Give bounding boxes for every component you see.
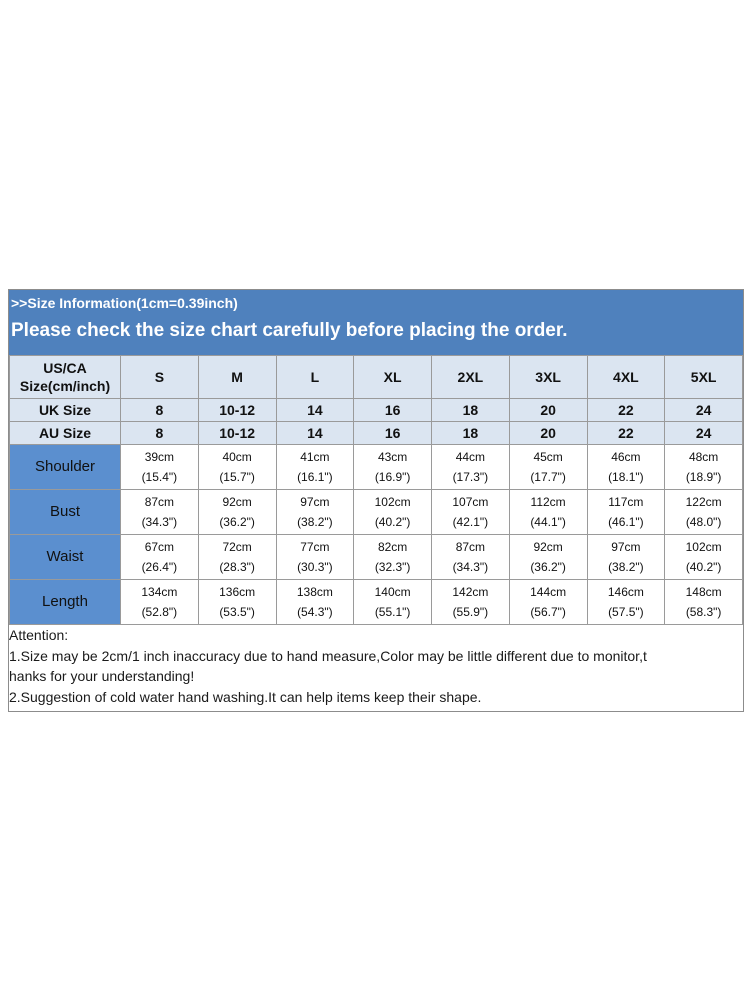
measurement-cell bbox=[121, 445, 199, 490]
measurement-cm: 97cm bbox=[611, 540, 641, 554]
measurement-inch: (38.2") bbox=[608, 560, 644, 574]
attention-notes bbox=[9, 625, 743, 711]
measurement-cell bbox=[198, 445, 276, 490]
size-value-cell: 24 bbox=[665, 422, 743, 445]
measurement-inch: (16.9") bbox=[374, 470, 411, 484]
measurement-cm: 82cm bbox=[377, 540, 408, 554]
size-table bbox=[9, 355, 743, 625]
measurement-label: Bust bbox=[10, 490, 121, 535]
measurement-cm: 102cm bbox=[374, 495, 411, 509]
measurement-inch: (15.4") bbox=[141, 470, 178, 484]
measurement-cell bbox=[121, 490, 199, 535]
measurement-cm: 45cm bbox=[533, 450, 563, 464]
measurement-inch: (17.3") bbox=[452, 470, 489, 484]
measurement-cell bbox=[587, 445, 665, 490]
size-value-cell: XL bbox=[354, 356, 432, 399]
measurement-inch: (15.7") bbox=[219, 470, 255, 484]
size-value-cell: 5XL bbox=[665, 356, 743, 399]
measurement-inch: (53.5") bbox=[219, 605, 255, 619]
size-value-cell: 8 bbox=[121, 422, 199, 445]
size-value-cell: 24 bbox=[665, 399, 743, 422]
measurement-cm: 117cm bbox=[608, 495, 644, 509]
measurement-label: Waist bbox=[10, 535, 121, 580]
size-header-row bbox=[10, 399, 743, 422]
measurement-inch: (26.4") bbox=[141, 560, 178, 574]
measurement-inch: (34.3") bbox=[141, 515, 178, 529]
measurement-row bbox=[10, 490, 743, 535]
measurement-cm: 136cm bbox=[219, 585, 256, 599]
measurement-cell bbox=[276, 580, 354, 625]
measurement-cell bbox=[276, 535, 354, 580]
size-header-row bbox=[10, 356, 743, 399]
measurement-cell bbox=[354, 535, 432, 580]
measurement-cm: 146cm bbox=[607, 585, 644, 599]
measurement-cm: 67cm bbox=[144, 540, 175, 554]
size-info-title: >>Size Information(1cm=0.39inch) bbox=[11, 295, 238, 311]
size-value-cell: 22 bbox=[587, 399, 665, 422]
size-value-cell: 10-12 bbox=[198, 422, 276, 445]
size-value-cell: 16 bbox=[354, 422, 432, 445]
measurement-cm: 77cm bbox=[300, 540, 330, 554]
measurement-cell bbox=[121, 535, 199, 580]
measurement-cm: 87cm bbox=[144, 495, 175, 509]
measurement-cm: 44cm bbox=[455, 450, 486, 464]
measurement-cm: 72cm bbox=[222, 540, 252, 554]
measurement-cm: 39cm bbox=[144, 450, 175, 464]
note-line-1b: hanks for your understanding! bbox=[9, 668, 195, 684]
measurement-cell bbox=[587, 490, 665, 535]
measurement-cm: 148cm bbox=[685, 585, 722, 599]
measurement-cm: 87cm bbox=[455, 540, 486, 554]
measurement-cm: 97cm bbox=[300, 495, 330, 509]
measurement-cell bbox=[354, 490, 432, 535]
measurement-inch: (57.5") bbox=[608, 605, 644, 619]
measurement-cell bbox=[665, 490, 743, 535]
size-info-banner bbox=[9, 290, 743, 355]
size-system-label-line: US/CA bbox=[43, 360, 87, 376]
measurement-cell bbox=[276, 490, 354, 535]
size-system-label: UK Size bbox=[10, 399, 121, 422]
size-header-row bbox=[10, 422, 743, 445]
size-value-cell: 10-12 bbox=[198, 399, 276, 422]
measurement-inch: (54.3") bbox=[297, 605, 333, 619]
measurement-inch: (32.3") bbox=[374, 560, 411, 574]
size-value-cell: 14 bbox=[276, 422, 354, 445]
measurement-inch: (34.3") bbox=[452, 560, 489, 574]
measurement-inch: (55.1") bbox=[374, 605, 411, 619]
measurement-cm: 48cm bbox=[688, 450, 719, 464]
measurement-inch: (18.1") bbox=[608, 470, 644, 484]
measurement-cm: 102cm bbox=[685, 540, 722, 554]
measurement-inch: (36.2") bbox=[530, 560, 566, 574]
measurement-label: Length bbox=[10, 580, 121, 625]
measurement-inch: (17.7") bbox=[530, 470, 566, 484]
measurement-inch: (36.2") bbox=[219, 515, 255, 529]
measurement-cm: 140cm bbox=[374, 585, 411, 599]
measurement-inch: (16.1") bbox=[297, 470, 333, 484]
measurement-cm: 122cm bbox=[685, 495, 722, 509]
measurement-row bbox=[10, 580, 743, 625]
measurement-cell bbox=[198, 490, 276, 535]
measurement-cm: 43cm bbox=[377, 450, 408, 464]
measurement-row bbox=[10, 445, 743, 490]
measurement-cell bbox=[509, 580, 587, 625]
size-system-label bbox=[10, 356, 121, 399]
size-value-cell: S bbox=[121, 356, 199, 399]
measurement-cell bbox=[354, 580, 432, 625]
size-value-cell: M bbox=[198, 356, 276, 399]
measurement-cell bbox=[432, 490, 510, 535]
measurement-cell bbox=[354, 445, 432, 490]
measurement-cell bbox=[509, 490, 587, 535]
measurement-inch: (40.2") bbox=[374, 515, 411, 529]
measurement-inch: (58.3") bbox=[685, 605, 722, 619]
measurement-inch: (56.7") bbox=[530, 605, 566, 619]
size-value-cell: 16 bbox=[354, 399, 432, 422]
measurement-cm: 112cm bbox=[530, 495, 566, 509]
size-chart bbox=[8, 289, 744, 712]
measurement-row bbox=[10, 535, 743, 580]
measurement-cm: 46cm bbox=[611, 450, 641, 464]
measurement-cell bbox=[198, 580, 276, 625]
measurement-label: Shoulder bbox=[10, 445, 121, 490]
size-system-label-line: Size(cm/inch) bbox=[19, 378, 111, 394]
attention-title: Attention: bbox=[9, 627, 69, 643]
measurement-cm: 92cm bbox=[222, 495, 252, 509]
measurement-cell bbox=[509, 535, 587, 580]
size-value-cell: 18 bbox=[432, 422, 510, 445]
measurement-cell bbox=[587, 580, 665, 625]
note-line-2: 2.Suggestion of cold water hand washing.It can help items keep their shape. bbox=[9, 688, 482, 705]
note-line-1a: 1.Size may be 2cm/1 inch inaccuracy due to hand measure,Color may be little different due to monitor,t bbox=[9, 647, 647, 664]
measurement-cm: 92cm bbox=[533, 540, 563, 554]
measurement-cell bbox=[665, 580, 743, 625]
size-system-label: AU Size bbox=[10, 422, 121, 445]
measurement-cell bbox=[665, 535, 743, 580]
measurement-cell bbox=[121, 580, 199, 625]
measurement-cell bbox=[432, 580, 510, 625]
measurement-cm: 138cm bbox=[296, 585, 333, 599]
measurement-cell bbox=[587, 535, 665, 580]
size-value-cell: 2XL bbox=[432, 356, 510, 399]
size-value-cell: 14 bbox=[276, 399, 354, 422]
size-value-cell: 22 bbox=[587, 422, 665, 445]
measurement-cm: 41cm bbox=[300, 450, 330, 464]
size-value-cell: 20 bbox=[509, 422, 587, 445]
measurement-inch: (42.1") bbox=[452, 515, 489, 529]
measurement-cell bbox=[198, 535, 276, 580]
measurement-cm: 142cm bbox=[452, 585, 489, 599]
measurement-inch: (28.3") bbox=[219, 560, 255, 574]
size-value-cell: 20 bbox=[509, 399, 587, 422]
measurement-inch: (18.9") bbox=[685, 470, 722, 484]
size-value-cell: L bbox=[276, 356, 354, 399]
measurement-cm: 40cm bbox=[222, 450, 252, 464]
measurement-inch: (40.2") bbox=[685, 560, 722, 574]
size-info-subtitle: Please check the size chart carefully before placing the order. bbox=[11, 320, 568, 341]
measurement-cell bbox=[432, 535, 510, 580]
size-value-cell: 18 bbox=[432, 399, 510, 422]
measurement-inch: (46.1") bbox=[608, 515, 644, 529]
measurement-inch: (48.0") bbox=[685, 515, 722, 529]
size-value-cell: 8 bbox=[121, 399, 199, 422]
size-value-cell: 4XL bbox=[587, 356, 665, 399]
measurement-inch: (30.3") bbox=[297, 560, 333, 574]
measurement-inch: (52.8") bbox=[141, 605, 178, 619]
measurement-inch: (38.2") bbox=[297, 515, 333, 529]
size-value-cell: 3XL bbox=[509, 356, 587, 399]
measurement-cell bbox=[665, 445, 743, 490]
measurement-cell bbox=[276, 445, 354, 490]
measurement-cell bbox=[509, 445, 587, 490]
measurement-cm: 134cm bbox=[141, 585, 178, 599]
measurement-inch: (55.9") bbox=[452, 605, 489, 619]
measurement-cell bbox=[432, 445, 510, 490]
measurement-cm: 107cm bbox=[452, 495, 489, 509]
measurement-cm: 144cm bbox=[530, 585, 567, 599]
measurement-inch: (44.1") bbox=[530, 515, 566, 529]
